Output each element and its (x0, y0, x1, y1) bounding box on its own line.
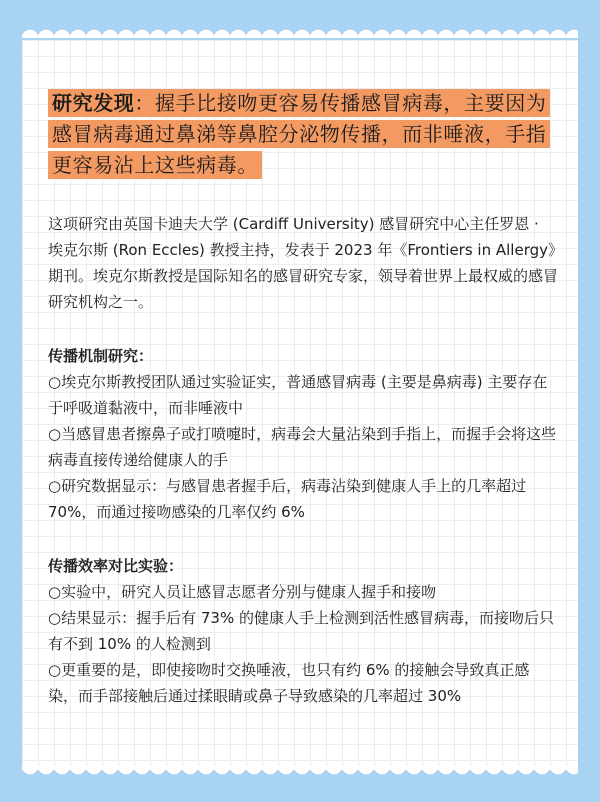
section-title: 传播机制研究： (48, 347, 154, 365)
bullet-item: ○当感冒患者擦鼻子或打喷嚏时，病毒会大量沾染到手指上，而握手会将这些病毒直接传递给健康人的手 (48, 425, 557, 469)
key-finding-separator: ： (134, 91, 156, 115)
bullet-item: ○结果显示：握手后有 73% 的健康人手上检测到活性感冒病毒，而接吻后只有不到 10% 的人检测到 (48, 609, 554, 653)
section-title: 传播效率对比实验： (48, 557, 184, 575)
bullet-item: ○研究数据显示：与感冒患者握手后，病毒沾染到健康人手上的几率超过 70%，而通过接吻感染的几率仅约 6% (48, 477, 527, 521)
paper-top-scallop-edge (22, 22, 578, 38)
bullet-item: ○埃克尔斯教授团队通过实验证实，普通感冒病毒 (主要是鼻病毒) 主要存在于呼吸道黏液中，而非唾液中 (48, 373, 548, 417)
bullet-item: ○实验中，研究人员让感冒志愿者分别与健康人握手和接吻 (48, 583, 437, 601)
article-content (48, 88, 558, 737)
key-finding-text: 握手比接吻更容易传播感冒病毒，主要因为感冒病毒通过鼻涕等鼻腔分泌物传播，而非唾液，手指更容易沾上这些病毒。 (52, 91, 547, 177)
section-mechanism (48, 343, 558, 525)
key-finding (48, 88, 558, 181)
key-finding-label: 研究发现 (52, 91, 135, 115)
key-finding-highlight (48, 89, 550, 179)
intro-paragraph: 这项研究由英国卡迪夫大学 (Cardiff University) 感冒研究中心主任罗恩 · 埃克尔斯 (Ron Eccles) 教授主持，发表于 2023 年《Frontiers in Allergy》期刊。埃克尔斯教授是国际知名的感冒研究专家，领导着世界上最权威的感冒研究机构之一。 (48, 215, 559, 311)
paper-bottom-scallop-edge (22, 766, 578, 782)
bullet-item: ○更重要的是，即使接吻时交换唾液，也只有约 6% 的接触会导致真正感染，而手部接触后通过揉眼睛或鼻子导致感染的几率超过 30% (48, 661, 530, 705)
section-comparison (48, 553, 558, 709)
